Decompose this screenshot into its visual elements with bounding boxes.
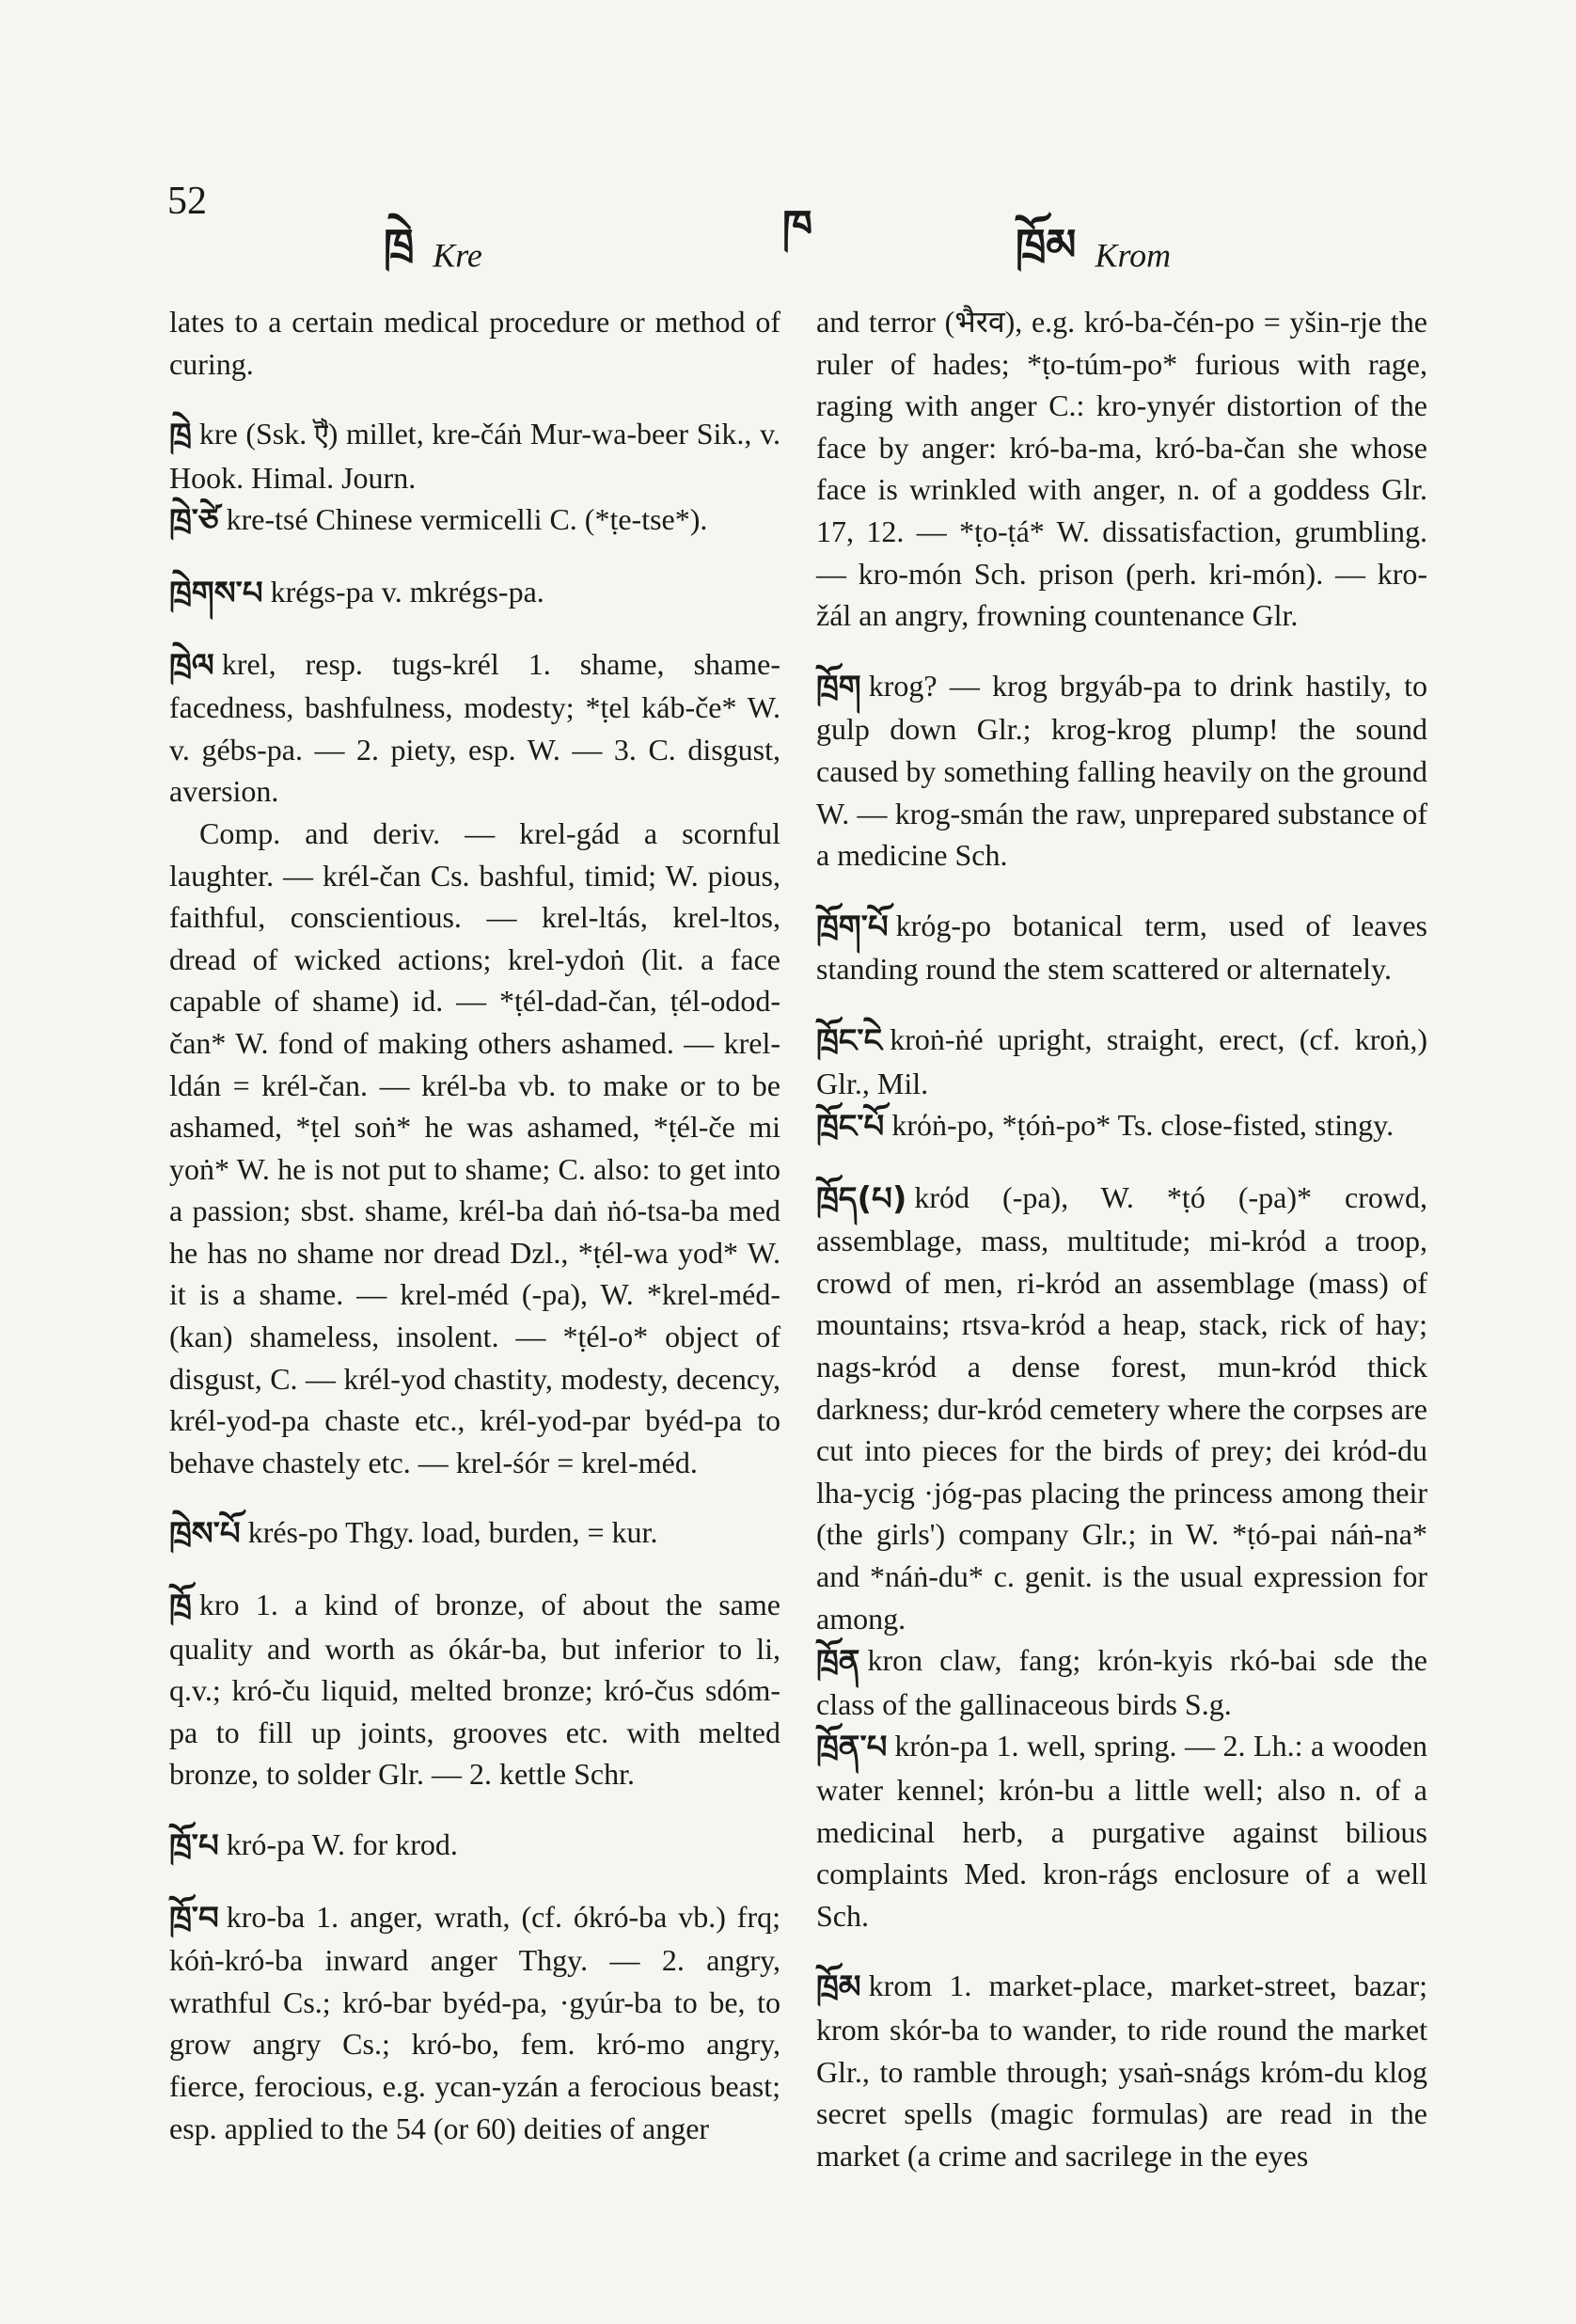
entry-headword: ཁྲོན — [816, 1643, 860, 1682]
dictionary-entry — [816, 1965, 1427, 2176]
entry-text: kro-ba 1. anger, wrath, (cf. ókró-ba vb.) frq; kóṅ-kró-ba inward anger Thgy. — 2. angry, wrathful Cs.; kró-bar byéd-pa, ·gyúr-ba to be, to grow angry Cs.; kró-bo, fem. kró-mo angry, fierce, ferocious, e.g. ycan-yzán a ferocious beast; esp. applied to the 54 (or 60) deities of anger — [169, 1899, 780, 2145]
dictionary-entry — [816, 1639, 1427, 1725]
header-center-letter: ཁ — [782, 200, 813, 251]
entry-continuation — [169, 301, 780, 385]
entry-text: kró-pa W. for krod. — [226, 1827, 458, 1861]
entry-text: krel, resp. tugs-krél 1. shame, shame-facedness, bashfulness, modesty; *ṭel káb-če* W. v. gébs-pa. — 2. piety, esp. W. — 3. C. disgust, aversion. — [169, 646, 780, 809]
entry-headword: ཁྲོན་པ — [816, 1729, 888, 1767]
dictionary-entry — [816, 1177, 1427, 1640]
entry-text: and terror (भैरव), e.g. kró-ba-čén-po = yšin-rje the ruler of hades; *ṭo-túm-po* furious with rage, raging with anger C.: kro-ynyér distortion of the face by anger: kró-ba-ma, kró-ba-čan she whose face is wrinkled with anger, n. of a goddess Glr. 17, 12. — *ṭo-ṭá* W. dissatisfaction, grumbling. — kro-món Sch. prison (perh. kri-món). — kro-žál an angry, frowning countenance Glr. — [816, 305, 1427, 633]
entry-text: Comp. and deriv. — krel-gád a scornful laughter. — krél-čan Cs. bashful, timid; W. pious, faithful, conscientious. — krel-ltás, krel-ltos, dread of wicked actions; krel-ydoṅ (lit. a face capable of shame) id. — *ṭél-dad-čan, ṭél-odod-čan* W. fond of making others ashamed. — krel-ldán = krél-čan. — krél-ba vb. to make or to be ashamed, *ṭel soṅ* he was ashamed, *ṭél-če mi yoṅ* W. he is not put to shame; C. also: to get into a passion; sbst. shame, krél-ba daṅ ṅó-tsa-ba med he has no shame nor dread Dzl., *ṭél-wa yod* W. it is a shame. — krel-méd (-pa), W. *krel-méd-(kan) shameless, insolent. — *ṭél-o* object of disgust, C. — krél-yod chastity, modesty, decency, krél-yod-pa chaste etc., krél-yod-par byéd-pa to behave chastely etc. — krel-śór = krel-méd. — [169, 815, 780, 1479]
entry-headword: ཁྲོང་པོ — [816, 1108, 885, 1146]
entry-text: krόg-po botanical term, used of leaves standing round the stem scattered or alternately. — [816, 908, 1427, 987]
entry-headword: ཁྲོད(པ) — [816, 1179, 907, 1218]
dictionary-entry — [816, 905, 1427, 990]
entry-headword: ཁྲོག་པོ — [816, 908, 889, 946]
dictionary-entry — [169, 643, 780, 813]
entry-headword: ཁྲོ་པ — [169, 1827, 219, 1865]
entry-headword: ཁྲེགས་པ — [169, 574, 263, 612]
entry-text: kro 1. a kind of bronze, of about the same quality and worth as ókár-ba, but inferior to li, q.v.; kró-ču liquid, melted bronze; kró-čus sdóm-pa to fill up joints, grooves etc. with melted bronze, to solder Glr. — 2. kettle Schr. — [169, 1588, 780, 1792]
header-left-tibetan: ཁྲེ — [384, 219, 415, 270]
compounds-paragraph — [169, 813, 780, 1484]
dictionary-entry — [816, 1019, 1427, 1104]
entry-headword: ཁྲེས་པོ — [169, 1515, 241, 1554]
entry-text: krog? — krog brgyáb-pa to drink hastily, to gulp down Glr.; krog-krog plump! the sound caused by something falling heavily on the ground W. — krog-smán the raw, unprepared substance of a medicine Sch. — [816, 668, 1427, 873]
entry-text: krόd (-pa), W. *ṭó (-pa)* crowd, assemblage, mass, multitude; mi-krόd a troop, crowd of men, ri-krόd an assemblage (mass) of mountains; rtsva-krόd a heap, stack, rick of hay; nags-krόd a dense forest, mun-krόd thick darkness; dur-krόd cemetery where the corpses are cut into pieces for the birds of prey; dei krόd-du lha-ycig ·jóg-pas placing the princess among their (the girls') company Glr.; in W. *ṭó-pai náṅ-na* and *náṅ-du* c. genit. is the usual expression for among. — [816, 1179, 1427, 1636]
header-left-word: Kre — [433, 236, 482, 275]
dictionary-entry — [169, 1824, 780, 1868]
entry-text: kre-tsé Chinese vermicelli C. (*ṭe-tse*). — [226, 502, 708, 537]
dictionary-entry — [169, 1584, 780, 1795]
entry-continuation — [816, 301, 1427, 637]
dictionary-entry — [816, 1104, 1427, 1148]
entry-headword: ཁྲེ་ཙེ — [169, 502, 219, 541]
dictionary-entry — [169, 498, 780, 543]
header-right-word: Krom — [1095, 236, 1172, 275]
page-number: 52 — [167, 180, 207, 223]
entry-headword: ཁྲོམ — [816, 1968, 861, 2007]
dictionary-entry — [169, 413, 780, 498]
dictionary-entry — [169, 571, 780, 615]
dictionary-entry — [169, 1896, 780, 2150]
entry-text: krόn-pa 1. well, spring. — 2. Lh.: a wooden water kennel; krόn-bu a little well; also n. of a medicinal herb, a purgative against bilious complaints Med. kron-rágs enclosure of a well Sch. — [816, 1729, 1427, 1933]
entry-text: kre (Ssk. ꣾ) millet, kre-čáṅ Mur-wa-beer Sik., v. Hook. Himal. Journ. — [169, 417, 780, 495]
page-header — [0, 179, 1576, 275]
entry-text: krégs-pa v. mkrégs-pa. — [270, 574, 544, 609]
entry-text: kron claw, fang; krόn-kyis rkó-bai sde the class of the gallinaceous birds S.g. — [816, 1643, 1427, 1721]
entry-text: krés-po Thgy. load, burden, = kur. — [247, 1515, 658, 1550]
entry-headword: ཁྲེ — [169, 417, 192, 455]
header-right-tibetan: ཁྲོམ — [1016, 219, 1077, 270]
dictionary-entry — [816, 1725, 1427, 1937]
left-column — [169, 301, 780, 2177]
entry-headword: ཁྲོང་ངེ — [816, 1021, 883, 1060]
entry-headword: ཁྲོ་བ — [169, 1899, 219, 1937]
entry-text: krόṅ-po, *ṭóṅ-po* Ts. close-fisted, stingy. — [891, 1108, 1395, 1143]
dictionary-entry — [169, 1511, 780, 1556]
entry-text: krom 1. market-place, market-street, bazar; krom skór-ba to wander, to ride round the market Glr., to ramble through; ysaṅ-snágs krόm-du klog secret spells (magic formulas) are read in the market (a crime and sacrilege in the eyes — [816, 1968, 1427, 2173]
entry-text: lates to a certain medical procedure or method of curing. — [169, 305, 780, 381]
entry-headword: ཁྲོག — [816, 668, 861, 706]
entry-headword: ཁྲེལ — [169, 646, 214, 685]
dictionary-entry — [816, 665, 1427, 877]
entry-text: kroṅ-ṅé upright, straight, erect, (cf. kroṅ,) Glr., Mil. — [816, 1021, 1427, 1100]
entry-headword: ཁྲོ — [169, 1588, 192, 1626]
right-column — [816, 301, 1427, 2205]
